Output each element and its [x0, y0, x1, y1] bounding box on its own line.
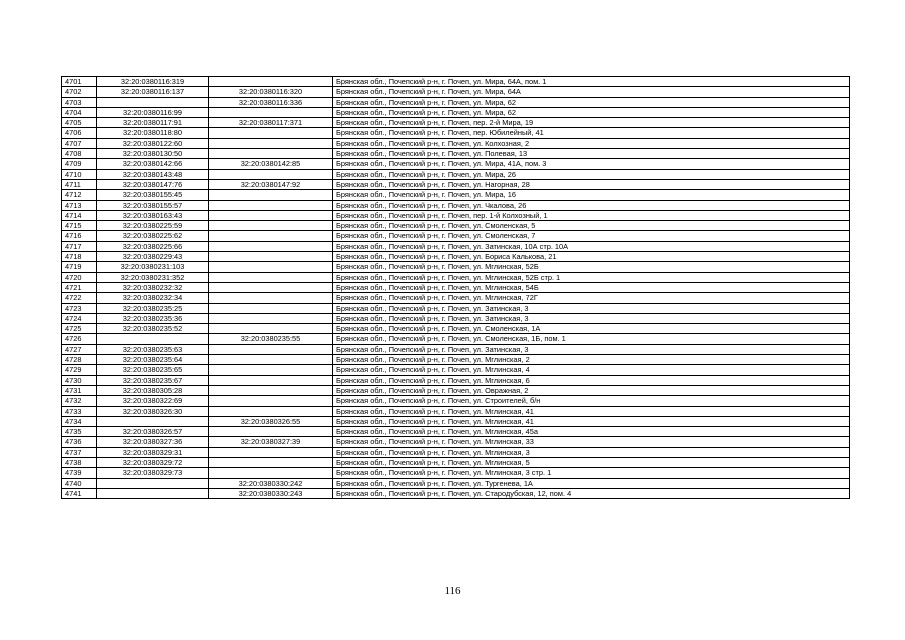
cadastral-number-cell — [97, 97, 209, 107]
cadastral-number-cell: 32:20:0380232:32 — [97, 282, 209, 292]
parent-cadastral-number-cell: 32:20:0380326:55 — [209, 416, 333, 426]
row-number-cell: 4713 — [62, 200, 97, 210]
cadastral-number-cell: 32:20:0380225:62 — [97, 231, 209, 241]
address-cell: Брянская обл., Почепский р-н, г. Почеп, ул. Нагорная, 28 — [333, 179, 850, 189]
row-number-cell: 4711 — [62, 179, 97, 189]
parent-cadastral-number-cell — [209, 406, 333, 416]
table-row — [62, 118, 850, 128]
parent-cadastral-number-cell — [209, 427, 333, 437]
address-cell: Брянская обл., Почепский р-н, г. Почеп, ул. Мира, 26 — [333, 169, 850, 179]
cadastral-number-cell: 32:20:0380147:76 — [97, 179, 209, 189]
parent-cadastral-number-cell — [209, 210, 333, 220]
cadastral-number-cell: 32:20:0380155:57 — [97, 200, 209, 210]
row-number-cell: 4725 — [62, 324, 97, 334]
table-row — [62, 406, 850, 416]
address-cell: Брянская обл., Почепский р-н, г. Почеп, ул. Строителей, б/н — [333, 396, 850, 406]
cadastral-number-cell — [97, 478, 209, 488]
cadastral-number-cell: 32:20:0380329:72 — [97, 457, 209, 467]
address-cell: Брянская обл., Почепский р-н, г. Почеп, ул. Мглинская, 41 — [333, 406, 850, 416]
table-row — [62, 468, 850, 478]
row-number-cell: 4741 — [62, 488, 97, 498]
parent-cadastral-number-cell — [209, 107, 333, 117]
address-cell: Брянская обл., Почепский р-н, г. Почеп, ул. Смоленская, 7 — [333, 231, 850, 241]
row-number-cell: 4726 — [62, 334, 97, 344]
table-row — [62, 385, 850, 395]
table-row — [62, 231, 850, 241]
address-cell: Брянская обл., Почепский р-н, г. Почеп, ул. Затинская, 3 — [333, 344, 850, 354]
row-number-cell: 4716 — [62, 231, 97, 241]
address-cell: Брянская обл., Почепский р-н, г. Почеп, ул. Смоленская, 1А — [333, 324, 850, 334]
parent-cadastral-number-cell — [209, 128, 333, 138]
parent-cadastral-number-cell — [209, 262, 333, 272]
table-row — [62, 97, 850, 107]
registry-table-body — [62, 77, 850, 499]
cadastral-number-cell: 32:20:0380229:43 — [97, 252, 209, 262]
parent-cadastral-number-cell: 32:20:0380116:336 — [209, 97, 333, 107]
parent-cadastral-number-cell — [209, 293, 333, 303]
table-row — [62, 293, 850, 303]
address-cell: Брянская обл., Почепский р-н, г. Почеп, ул. Мира, 41А, пом. 3 — [333, 159, 850, 169]
parent-cadastral-number-cell — [209, 149, 333, 159]
row-number-cell: 4717 — [62, 241, 97, 251]
table-row — [62, 457, 850, 467]
parent-cadastral-number-cell: 32:20:0380327:39 — [209, 437, 333, 447]
address-cell: Брянская обл., Почепский р-н, г. Почеп, ул. Смоленская, 1Б, пом. 1 — [333, 334, 850, 344]
row-number-cell: 4718 — [62, 252, 97, 262]
table-row — [62, 334, 850, 344]
row-number-cell: 4712 — [62, 190, 97, 200]
address-cell: Брянская обл., Почепский р-н, г. Почеп, ул. Мглинская, 54Б — [333, 282, 850, 292]
address-cell: Брянская обл., Почепский р-н, г. Почеп, ул. Мглинская, 4 — [333, 365, 850, 375]
address-cell: Брянская обл., Почепский р-н, г. Почеп, ул. Мглинская, 6 — [333, 375, 850, 385]
table-row — [62, 200, 850, 210]
parent-cadastral-number-cell — [209, 344, 333, 354]
cadastral-number-cell: 32:20:0380326:57 — [97, 427, 209, 437]
address-cell: Брянская обл., Почепский р-н, г. Почеп, ул. Полевая, 13 — [333, 149, 850, 159]
table-row — [62, 128, 850, 138]
address-cell: Брянская обл., Почепский р-н, г. Почеп, ул. Мглинская, 41 — [333, 416, 850, 426]
parent-cadastral-number-cell — [209, 272, 333, 282]
cadastral-number-cell: 32:20:0380118:80 — [97, 128, 209, 138]
row-number-cell: 4701 — [62, 77, 97, 87]
address-cell: Брянская обл., Почепский р-н, г. Почеп, ул. Мира, 64А, пом. 1 — [333, 77, 850, 87]
table-row — [62, 149, 850, 159]
cadastral-number-cell: 32:20:0380329:73 — [97, 468, 209, 478]
row-number-cell: 4720 — [62, 272, 97, 282]
address-cell: Брянская обл., Почепский р-н, г. Почеп, ул. Мира, 62 — [333, 107, 850, 117]
row-number-cell: 4732 — [62, 396, 97, 406]
address-cell: Брянская обл., Почепский р-н, г. Почеп, ул. Мглинская, 2 — [333, 355, 850, 365]
cadastral-number-cell: 32:20:0380235:65 — [97, 365, 209, 375]
cadastral-number-cell: 32:20:0380231:103 — [97, 262, 209, 272]
parent-cadastral-number-cell — [209, 252, 333, 262]
parent-cadastral-number-cell: 32:20:0380235:55 — [209, 334, 333, 344]
cadastral-number-cell: 32:20:0380122:60 — [97, 138, 209, 148]
registry-table — [61, 76, 850, 499]
address-cell: Брянская обл., Почепский р-н, г. Почеп, ул. Бориса Калькова, 21 — [333, 252, 850, 262]
table-row — [62, 427, 850, 437]
table-row — [62, 179, 850, 189]
cadastral-number-cell: 32:20:0380305:28 — [97, 385, 209, 395]
parent-cadastral-number-cell — [209, 447, 333, 457]
parent-cadastral-number-cell — [209, 190, 333, 200]
row-number-cell: 4710 — [62, 169, 97, 179]
address-cell: Брянская обл., Почепский р-н, г. Почеп, ул. Затинская, 10А стр. 10А — [333, 241, 850, 251]
parent-cadastral-number-cell — [209, 457, 333, 467]
cadastral-number-cell: 32:20:0380116:137 — [97, 87, 209, 97]
row-number-cell: 4706 — [62, 128, 97, 138]
parent-cadastral-number-cell — [209, 313, 333, 323]
parent-cadastral-number-cell — [209, 200, 333, 210]
row-number-cell: 4705 — [62, 118, 97, 128]
row-number-cell: 4739 — [62, 468, 97, 478]
parent-cadastral-number-cell: 32:20:0380142:85 — [209, 159, 333, 169]
cadastral-number-cell: 32:20:0380235:25 — [97, 303, 209, 313]
table-row — [62, 396, 850, 406]
table-row — [62, 355, 850, 365]
address-cell: Брянская обл., Почепский р-н, г. Почеп, ул. Тургенева, 1А — [333, 478, 850, 488]
table-row — [62, 221, 850, 231]
address-cell: Брянская обл., Почепский р-н, г. Почеп, пер. 1-й Колхозный, 1 — [333, 210, 850, 220]
address-cell: Брянская обл., Почепский р-н, г. Почеп, ул. Мглинская, 52Б стр. 1 — [333, 272, 850, 282]
table-row — [62, 375, 850, 385]
address-cell: Брянская обл., Почепский р-н, г. Почеп, ул. Мглинская, 45а — [333, 427, 850, 437]
row-number-cell: 4731 — [62, 385, 97, 395]
row-number-cell: 4737 — [62, 447, 97, 457]
row-number-cell: 4703 — [62, 97, 97, 107]
address-cell: Брянская обл., Почепский р-н, г. Почеп, ул. Мира, 64А — [333, 87, 850, 97]
address-cell: Брянская обл., Почепский р-н, г. Почеп, ул. Затинская, 3 — [333, 303, 850, 313]
table-row — [62, 313, 850, 323]
row-number-cell: 4736 — [62, 437, 97, 447]
address-cell: Брянская обл., Почепский р-н, г. Почеп, ул. Мглинская, 5 — [333, 457, 850, 467]
row-number-cell: 4738 — [62, 457, 97, 467]
cadastral-number-cell: 32:20:0380235:64 — [97, 355, 209, 365]
row-number-cell: 4735 — [62, 427, 97, 437]
cadastral-number-cell: 32:20:0380231:352 — [97, 272, 209, 282]
table-row — [62, 324, 850, 334]
parent-cadastral-number-cell — [209, 355, 333, 365]
cadastral-number-cell: 32:20:0380329:31 — [97, 447, 209, 457]
row-number-cell: 4709 — [62, 159, 97, 169]
cadastral-number-cell: 32:20:0380117:91 — [97, 118, 209, 128]
address-cell: Брянская обл., Почепский р-н, г. Почеп, ул. Стародубская, 12, пом. 4 — [333, 488, 850, 498]
cadastral-number-cell: 32:20:0380116:99 — [97, 107, 209, 117]
row-number-cell: 4702 — [62, 87, 97, 97]
row-number-cell: 4729 — [62, 365, 97, 375]
parent-cadastral-number-cell — [209, 324, 333, 334]
parent-cadastral-number-cell — [209, 396, 333, 406]
cadastral-number-cell: 32:20:0380225:59 — [97, 221, 209, 231]
cadastral-number-cell — [97, 416, 209, 426]
address-cell: Брянская обл., Почепский р-н, г. Почеп, ул. Мира, 16 — [333, 190, 850, 200]
address-cell: Брянская обл., Почепский р-н, г. Почеп, ул. Чкалова, 26 — [333, 200, 850, 210]
cadastral-number-cell: 32:20:0380235:52 — [97, 324, 209, 334]
row-number-cell: 4722 — [62, 293, 97, 303]
cadastral-number-cell: 32:20:0380327:36 — [97, 437, 209, 447]
cadastral-number-cell: 32:20:0380142:66 — [97, 159, 209, 169]
parent-cadastral-number-cell — [209, 77, 333, 87]
table-row — [62, 447, 850, 457]
row-number-cell: 4727 — [62, 344, 97, 354]
parent-cadastral-number-cell — [209, 282, 333, 292]
cadastral-number-cell: 32:20:0380235:36 — [97, 313, 209, 323]
parent-cadastral-number-cell — [209, 169, 333, 179]
parent-cadastral-number-cell — [209, 138, 333, 148]
table-row — [62, 87, 850, 97]
parent-cadastral-number-cell: 32:20:0380116:320 — [209, 87, 333, 97]
row-number-cell: 4740 — [62, 478, 97, 488]
table-row — [62, 190, 850, 200]
table-row — [62, 478, 850, 488]
parent-cadastral-number-cell — [209, 385, 333, 395]
row-number-cell: 4733 — [62, 406, 97, 416]
parent-cadastral-number-cell — [209, 303, 333, 313]
parent-cadastral-number-cell: 32:20:0380147:92 — [209, 179, 333, 189]
address-cell: Брянская обл., Почепский р-н, г. Почеп, ул. Мглинская, 72Г — [333, 293, 850, 303]
parent-cadastral-number-cell — [209, 221, 333, 231]
cadastral-number-cell: 32:20:0380116:319 — [97, 77, 209, 87]
row-number-cell: 4730 — [62, 375, 97, 385]
table-row — [62, 272, 850, 282]
table-row — [62, 437, 850, 447]
address-cell: Брянская обл., Почепский р-н, г. Почеп, ул. Мира, 62 — [333, 97, 850, 107]
cadastral-number-cell: 32:20:0380326:30 — [97, 406, 209, 416]
row-number-cell: 4708 — [62, 149, 97, 159]
parent-cadastral-number-cell: 32:20:0380117:371 — [209, 118, 333, 128]
row-number-cell: 4715 — [62, 221, 97, 231]
table-row — [62, 107, 850, 117]
table-row — [62, 365, 850, 375]
row-number-cell: 4714 — [62, 210, 97, 220]
cadastral-number-cell: 32:20:0380232:34 — [97, 293, 209, 303]
parent-cadastral-number-cell — [209, 365, 333, 375]
address-cell: Брянская обл., Почепский р-н, г. Почеп, пер. Юбилейный, 41 — [333, 128, 850, 138]
cadastral-number-cell: 32:20:0380322:69 — [97, 396, 209, 406]
cadastral-number-cell — [97, 488, 209, 498]
table-row — [62, 344, 850, 354]
table-row — [62, 282, 850, 292]
table-row — [62, 252, 850, 262]
cadastral-number-cell: 32:20:0380225:66 — [97, 241, 209, 251]
parent-cadastral-number-cell — [209, 375, 333, 385]
table-row — [62, 262, 850, 272]
page-number: 116 — [444, 585, 461, 597]
table-row — [62, 416, 850, 426]
cadastral-number-cell: 32:20:0380163:43 — [97, 210, 209, 220]
address-cell: Брянская обл., Почепский р-н, г. Почеп, пер. 2-й Мира, 19 — [333, 118, 850, 128]
row-number-cell: 4704 — [62, 107, 97, 117]
address-cell: Брянская обл., Почепский р-н, г. Почеп, ул. Овражная, 2 — [333, 385, 850, 395]
address-cell: Брянская обл., Почепский р-н, г. Почеп, ул. Затинская, 3 — [333, 313, 850, 323]
row-number-cell: 4724 — [62, 313, 97, 323]
row-number-cell: 4707 — [62, 138, 97, 148]
row-number-cell: 4719 — [62, 262, 97, 272]
cadastral-number-cell: 32:20:0380143:48 — [97, 169, 209, 179]
parent-cadastral-number-cell — [209, 231, 333, 241]
table-row — [62, 138, 850, 148]
table-row — [62, 241, 850, 251]
cadastral-number-cell: 32:20:0380235:63 — [97, 344, 209, 354]
row-number-cell: 4728 — [62, 355, 97, 365]
table-row — [62, 488, 850, 498]
address-cell: Брянская обл., Почепский р-н, г. Почеп, ул. Мглинская, 33 — [333, 437, 850, 447]
cadastral-number-cell: 32:20:0380155:45 — [97, 190, 209, 200]
table-row — [62, 303, 850, 313]
parent-cadastral-number-cell: 32:20:0380330:242 — [209, 478, 333, 488]
address-cell: Брянская обл., Почепский р-н, г. Почеп, ул. Мглинская, 52Б — [333, 262, 850, 272]
parent-cadastral-number-cell — [209, 241, 333, 251]
address-cell: Брянская обл., Почепский р-н, г. Почеп, ул. Колхозная, 2 — [333, 138, 850, 148]
cadastral-number-cell — [97, 334, 209, 344]
cadastral-number-cell: 32:20:0380130:50 — [97, 149, 209, 159]
row-number-cell: 4721 — [62, 282, 97, 292]
parent-cadastral-number-cell — [209, 468, 333, 478]
row-number-cell: 4734 — [62, 416, 97, 426]
table-row — [62, 169, 850, 179]
row-number-cell: 4723 — [62, 303, 97, 313]
address-cell: Брянская обл., Почепский р-н, г. Почеп, ул. Смоленская, 5 — [333, 221, 850, 231]
parent-cadastral-number-cell: 32:20:0380330:243 — [209, 488, 333, 498]
address-cell: Брянская обл., Почепский р-н, г. Почеп, ул. Мглинская, 3 — [333, 447, 850, 457]
cadastral-number-cell: 32:20:0380235:67 — [97, 375, 209, 385]
table-row — [62, 77, 850, 87]
table-row — [62, 210, 850, 220]
table-row — [62, 159, 850, 169]
address-cell: Брянская обл., Почепский р-н, г. Почеп, ул. Мглинская, 3 стр. 1 — [333, 468, 850, 478]
